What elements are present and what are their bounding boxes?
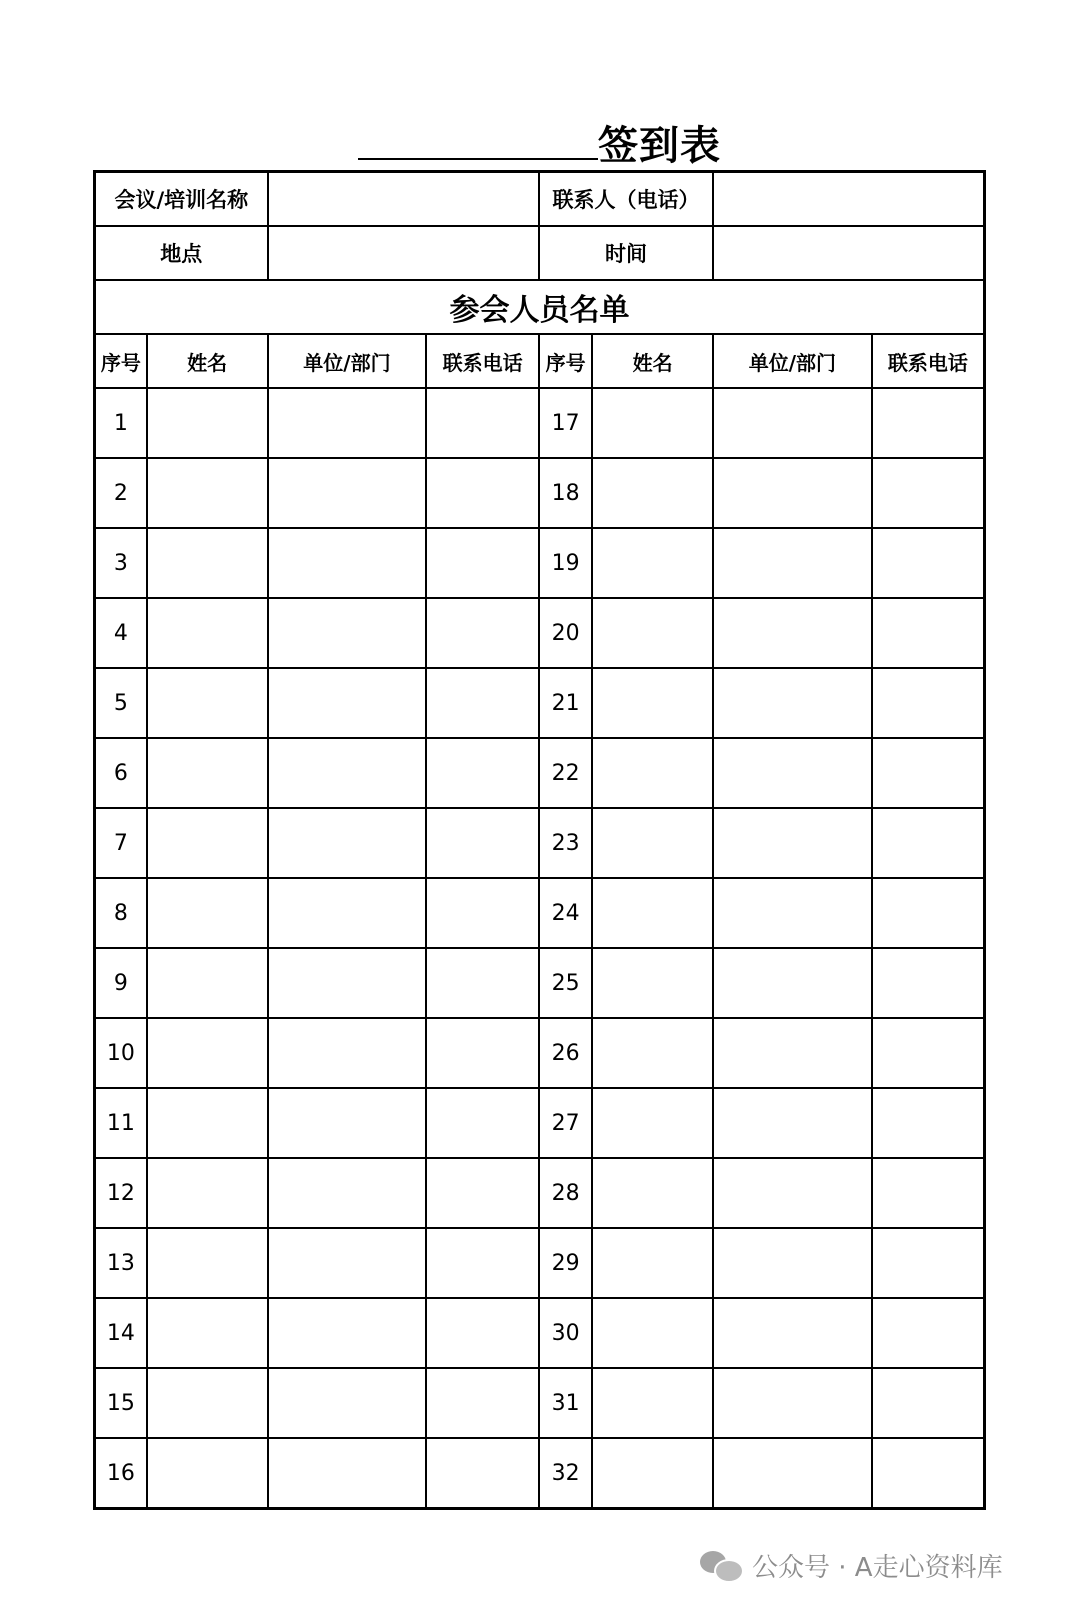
- unit-cell[interactable]: [268, 458, 427, 528]
- column-header-name: 姓名: [592, 334, 713, 388]
- unit-cell[interactable]: [268, 1158, 427, 1228]
- row-seq: 28: [539, 1158, 592, 1228]
- name-cell[interactable]: [147, 1018, 268, 1088]
- unit-cell[interactable]: [268, 388, 427, 458]
- phone-cell[interactable]: [872, 1368, 985, 1438]
- name-cell[interactable]: [592, 388, 713, 458]
- meeting-name-field[interactable]: [268, 172, 539, 227]
- phone-cell[interactable]: [426, 808, 539, 878]
- wechat-icon: [700, 1549, 742, 1581]
- name-cell[interactable]: [147, 1228, 268, 1298]
- unit-cell[interactable]: [713, 598, 872, 668]
- unit-cell[interactable]: [713, 1228, 872, 1298]
- row-seq: 22: [539, 738, 592, 808]
- name-cell[interactable]: [592, 948, 713, 1018]
- table-row: [95, 808, 985, 878]
- row-seq: 6: [95, 738, 147, 808]
- name-cell[interactable]: [592, 1368, 713, 1438]
- row-seq: 19: [539, 528, 592, 598]
- phone-cell[interactable]: [426, 388, 539, 458]
- unit-cell[interactable]: [268, 878, 427, 948]
- name-cell[interactable]: [592, 1298, 713, 1368]
- row-seq: 29: [539, 1228, 592, 1298]
- table-row: [95, 1298, 985, 1368]
- unit-cell[interactable]: [268, 1228, 427, 1298]
- name-cell[interactable]: [147, 598, 268, 668]
- phone-cell[interactable]: [872, 598, 985, 668]
- row-seq: 2: [95, 458, 147, 528]
- unit-cell[interactable]: [268, 1298, 427, 1368]
- column-header-name: 姓名: [147, 334, 268, 388]
- row-seq: 11: [95, 1088, 147, 1158]
- row-seq: 24: [539, 878, 592, 948]
- column-header-seq: 序号: [539, 334, 592, 388]
- table-row: [95, 738, 985, 808]
- row-seq: 8: [95, 878, 147, 948]
- phone-cell[interactable]: [872, 528, 985, 598]
- row-seq: 9: [95, 948, 147, 1018]
- unit-cell[interactable]: [268, 668, 427, 738]
- name-cell[interactable]: [592, 1018, 713, 1088]
- row-seq: 20: [539, 598, 592, 668]
- name-cell[interactable]: [592, 738, 713, 808]
- unit-cell[interactable]: [268, 948, 427, 1018]
- column-header-phone: 联系电话: [872, 334, 985, 388]
- name-cell[interactable]: [592, 878, 713, 948]
- unit-cell[interactable]: [713, 948, 872, 1018]
- unit-cell[interactable]: [713, 1368, 872, 1438]
- name-cell[interactable]: [592, 1438, 713, 1509]
- unit-cell[interactable]: [268, 528, 427, 598]
- column-header-unit: 单位/部门: [713, 334, 872, 388]
- phone-cell[interactable]: [872, 668, 985, 738]
- name-cell[interactable]: [592, 1158, 713, 1228]
- phone-cell[interactable]: [872, 948, 985, 1018]
- row-seq: 27: [539, 1088, 592, 1158]
- name-cell[interactable]: [147, 808, 268, 878]
- phone-cell[interactable]: [426, 1438, 539, 1509]
- unit-cell[interactable]: [268, 1368, 427, 1438]
- contact-field[interactable]: [713, 172, 984, 227]
- time-field[interactable]: [713, 226, 984, 280]
- unit-cell[interactable]: [713, 1298, 872, 1368]
- row-seq: 4: [95, 598, 147, 668]
- row-seq: 26: [539, 1018, 592, 1088]
- unit-cell[interactable]: [713, 1018, 872, 1088]
- table-row: [95, 1438, 985, 1509]
- phone-cell[interactable]: [426, 458, 539, 528]
- phone-cell[interactable]: [426, 598, 539, 668]
- row-seq: 16: [95, 1438, 147, 1509]
- unit-cell[interactable]: [713, 808, 872, 878]
- phone-cell[interactable]: [426, 528, 539, 598]
- name-cell[interactable]: [592, 458, 713, 528]
- name-cell[interactable]: [147, 1088, 268, 1158]
- column-header-unit: 单位/部门: [268, 334, 427, 388]
- name-cell[interactable]: [147, 1438, 268, 1509]
- phone-cell[interactable]: [872, 458, 985, 528]
- table-row: [95, 528, 985, 598]
- unit-cell[interactable]: [268, 598, 427, 668]
- row-seq: 17: [539, 388, 592, 458]
- phone-cell[interactable]: [872, 1088, 985, 1158]
- unit-cell[interactable]: [713, 528, 872, 598]
- row-seq: 3: [95, 528, 147, 598]
- unit-cell[interactable]: [268, 1088, 427, 1158]
- watermark-text: 公众号 · A走心资料库: [752, 1552, 1003, 1583]
- name-cell[interactable]: [147, 878, 268, 948]
- table-row: [95, 388, 985, 458]
- row-seq: 15: [95, 1368, 147, 1438]
- row-seq: 5: [95, 668, 147, 738]
- name-cell[interactable]: [147, 458, 268, 528]
- row-seq: 31: [539, 1368, 592, 1438]
- phone-cell[interactable]: [426, 1018, 539, 1088]
- unit-cell[interactable]: [713, 388, 872, 458]
- table-row: [95, 1228, 985, 1298]
- name-cell[interactable]: [592, 808, 713, 878]
- row-seq: 21: [539, 668, 592, 738]
- unit-cell[interactable]: [713, 668, 872, 738]
- phone-cell[interactable]: [426, 1228, 539, 1298]
- title-row: [0, 108, 1080, 169]
- meeting-name-label: 会议/培训名称: [95, 172, 268, 227]
- column-header-seq: 序号: [95, 334, 147, 388]
- table-row: [95, 1018, 985, 1088]
- column-header-phone: 联系电话: [426, 334, 539, 388]
- row-seq: 12: [95, 1158, 147, 1228]
- table-row: [95, 948, 985, 1018]
- name-cell[interactable]: [147, 1368, 268, 1438]
- phone-cell[interactable]: [872, 808, 985, 878]
- unit-cell[interactable]: [713, 1158, 872, 1228]
- name-cell[interactable]: [592, 528, 713, 598]
- title-blank-line: [358, 158, 598, 160]
- name-cell[interactable]: [147, 668, 268, 738]
- phone-cell[interactable]: [426, 1088, 539, 1158]
- name-cell[interactable]: [592, 1088, 713, 1158]
- unit-cell[interactable]: [268, 738, 427, 808]
- phone-cell[interactable]: [426, 738, 539, 808]
- phone-cell[interactable]: [872, 878, 985, 948]
- phone-cell[interactable]: [426, 1158, 539, 1228]
- row-seq: 1: [95, 388, 147, 458]
- unit-cell[interactable]: [713, 878, 872, 948]
- unit-cell[interactable]: [268, 1018, 427, 1088]
- row-seq: 7: [95, 808, 147, 878]
- table-row: [95, 1088, 985, 1158]
- page-title: 签到表: [598, 123, 721, 169]
- row-seq: 18: [539, 458, 592, 528]
- phone-cell[interactable]: [872, 1438, 985, 1509]
- name-cell[interactable]: [147, 738, 268, 808]
- phone-cell[interactable]: [872, 1298, 985, 1368]
- section-title: 参会人员名单: [95, 280, 985, 334]
- row-seq: 30: [539, 1298, 592, 1368]
- row-seq: 14: [95, 1298, 147, 1368]
- column-header-row: [95, 334, 985, 388]
- phone-cell[interactable]: [426, 1368, 539, 1438]
- table-row: [95, 668, 985, 738]
- unit-cell[interactable]: [268, 808, 427, 878]
- contact-label: 联系人（电话）: [539, 172, 713, 227]
- table-row: [95, 878, 985, 948]
- time-label: 时间: [539, 226, 713, 280]
- unit-cell[interactable]: [713, 458, 872, 528]
- location-label: 地点: [95, 226, 268, 280]
- row-seq: 10: [95, 1018, 147, 1088]
- sign-in-table: [93, 170, 986, 1510]
- table-row: [95, 598, 985, 668]
- name-cell[interactable]: [147, 948, 268, 1018]
- phone-cell[interactable]: [872, 1158, 985, 1228]
- phone-cell[interactable]: [426, 878, 539, 948]
- phone-cell[interactable]: [872, 738, 985, 808]
- name-cell[interactable]: [592, 1228, 713, 1298]
- row-seq: 25: [539, 948, 592, 1018]
- row-seq: 23: [539, 808, 592, 878]
- phone-cell[interactable]: [426, 1298, 539, 1368]
- name-cell[interactable]: [147, 1158, 268, 1228]
- name-cell[interactable]: [147, 388, 268, 458]
- row-seq: 13: [95, 1228, 147, 1298]
- unit-cell[interactable]: [713, 1088, 872, 1158]
- attendee-rows: [95, 388, 985, 1509]
- table-row: [95, 1368, 985, 1438]
- unit-cell[interactable]: [268, 1438, 427, 1509]
- phone-cell[interactable]: [426, 668, 539, 738]
- watermark: [700, 1545, 1003, 1585]
- unit-cell[interactable]: [713, 1438, 872, 1509]
- name-cell[interactable]: [147, 528, 268, 598]
- phone-cell[interactable]: [872, 388, 985, 458]
- phone-cell[interactable]: [872, 1018, 985, 1088]
- name-cell[interactable]: [592, 668, 713, 738]
- phone-cell[interactable]: [872, 1228, 985, 1298]
- phone-cell[interactable]: [426, 948, 539, 1018]
- table-row: [95, 458, 985, 528]
- unit-cell[interactable]: [713, 738, 872, 808]
- row-seq: 32: [539, 1438, 592, 1509]
- name-cell[interactable]: [147, 1298, 268, 1368]
- location-field[interactable]: [268, 226, 539, 280]
- table-row: [95, 1158, 985, 1228]
- name-cell[interactable]: [592, 598, 713, 668]
